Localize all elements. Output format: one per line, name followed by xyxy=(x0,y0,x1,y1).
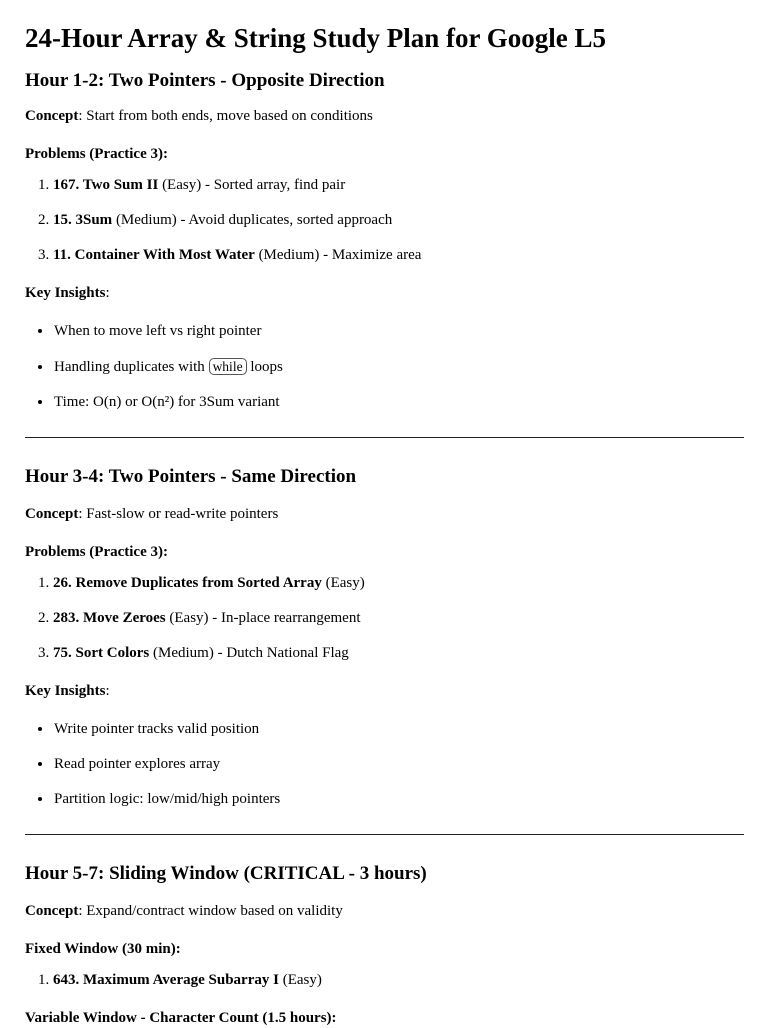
list-item xyxy=(53,245,744,265)
problem-detail: (Medium) - Dutch National Flag xyxy=(149,645,349,661)
inline-code: while xyxy=(209,358,247,375)
concept-text: : Start from both ends, move based on conditions xyxy=(78,108,373,124)
list-item: • Write pointer tracks valid position xyxy=(53,719,744,739)
insight-list xyxy=(25,321,744,412)
list-item xyxy=(53,175,744,195)
concept-line xyxy=(25,106,744,126)
problems-label: Problems (Practice 3): xyxy=(25,146,168,162)
problem-detail: (Easy) - Sorted array, find pair xyxy=(158,177,346,193)
list-item xyxy=(53,210,744,230)
list-item: • Partition logic: low/mid/high pointers xyxy=(53,789,744,809)
concept-label: Concept xyxy=(25,108,79,124)
list-item: • Read pointer explores array xyxy=(53,754,744,774)
list-item: • When to move left vs right pointer xyxy=(53,321,744,341)
problem-name: 283. Move Zeroes xyxy=(53,610,166,626)
variable-window-label: Variable Window - Character Count (1.5 hours): xyxy=(25,1010,337,1026)
page-title: 24-Hour Array & String Study Plan for Google L5 xyxy=(25,23,607,53)
section-heading-hour-1-2: Hour 1-2: Two Pointers - Opposite Direction xyxy=(25,70,385,91)
list-item xyxy=(53,573,744,593)
problems-label: Problems (Practice 3): xyxy=(25,544,168,560)
insight-list xyxy=(25,719,744,809)
problem-name: 75. Sort Colors xyxy=(53,645,150,661)
problem-list xyxy=(25,573,744,663)
concept-text: : Fast-slow or read-write pointers xyxy=(78,506,279,522)
list-item xyxy=(53,970,744,990)
problem-name: 643. Maximum Average Subarray I xyxy=(53,972,279,988)
section-divider xyxy=(25,437,744,438)
concept-label: Concept xyxy=(25,903,79,919)
concept-label: Concept xyxy=(25,506,79,522)
problem-detail: (Medium) - Maximize area xyxy=(254,247,422,263)
section-heading-hour-5-7: Hour 5-7: Sliding Window (CRITICAL - 3 hours) xyxy=(25,863,427,884)
problem-detail: (Easy) - In-place rearrangement xyxy=(165,610,361,626)
problem-name: 26. Remove Duplicates from Sorted Array xyxy=(53,575,322,591)
list-item xyxy=(53,608,744,628)
concept-line xyxy=(25,901,744,921)
list-item: • Time: O(n) or O(n²) for 3Sum variant xyxy=(53,392,744,412)
section-heading-hour-3-4: Hour 3-4: Two Pointers - Same Direction xyxy=(25,466,357,487)
list-item xyxy=(53,643,744,663)
insights-label: Key Insights: xyxy=(25,683,110,699)
insights-label: Key Insights: xyxy=(25,285,110,301)
problem-name: 11. Container With Most Water xyxy=(53,247,255,263)
concept-line xyxy=(25,504,744,524)
section-divider xyxy=(25,834,744,835)
problem-list xyxy=(25,970,744,990)
problem-name: 15. 3Sum xyxy=(53,212,113,228)
concept-text: : Expand/contract window based on validity xyxy=(78,903,343,919)
problem-detail: (Easy) xyxy=(278,972,322,988)
problem-list xyxy=(25,175,744,265)
fixed-window-label: Fixed Window (30 min): xyxy=(25,941,181,957)
problem-detail: (Medium) - Avoid duplicates, sorted approach xyxy=(112,212,393,228)
problem-detail: (Easy) xyxy=(321,575,365,591)
problem-name: 167. Two Sum II xyxy=(53,177,159,193)
list-item: • Handling duplicates with while loops xyxy=(53,357,744,377)
